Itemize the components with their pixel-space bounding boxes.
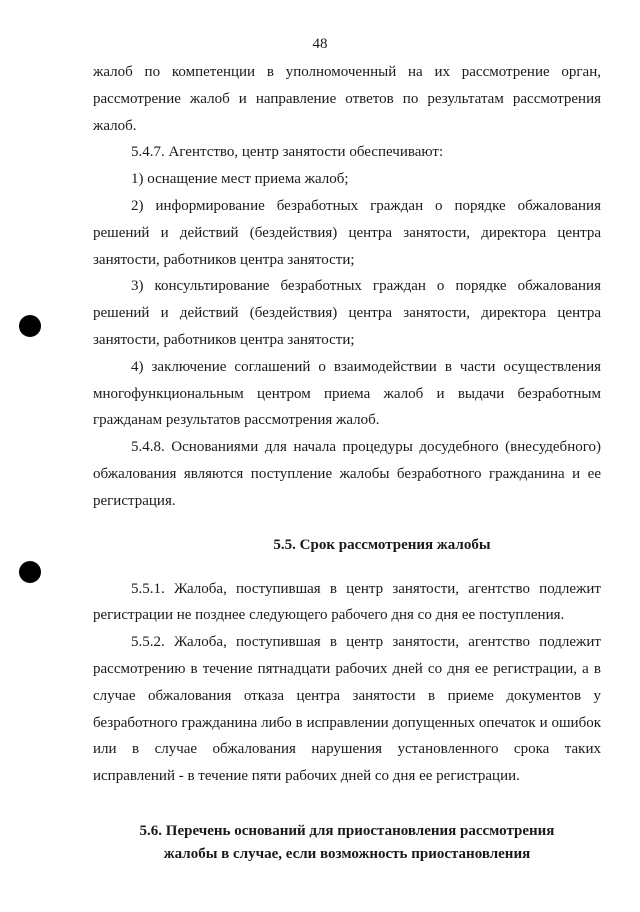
section-heading-5-6-line-2: жалобы в случае, если возможность приостановления <box>163 845 531 862</box>
paragraph-5-5-1: 5.5.1. Жалоба, поступившая в центр занятости, агентство подлежит регистрации не позднее следующего рабочего дня со дня ее поступления. <box>93 580 601 624</box>
section-heading-5-5: 5.5. Срок рассмотрения жалобы <box>273 536 491 553</box>
list-item-3: 3) консультирование безработных граждан о порядке обжалования решений и действий (бездействия) центра занятости, директора центра занятости, работников центра занятости; <box>93 278 601 348</box>
list-item-4: 4) заключение соглашений о взаимодействии в части осуществления многофункциональным центром приема жалоб и выдачи безработным гражданам результатов рассмотрения жалоб. <box>93 358 601 429</box>
page-body <box>93 59 601 866</box>
paragraph-5-4-8: 5.4.8. Основаниями для начала процедуры досудебного (внесудебного) обжалования являются поступление жалобы безработного гражданина и ее регистрация. <box>93 439 601 509</box>
paragraph-5-4-7: 5.4.7. Агентство, центр занятости обеспечивают: <box>131 144 444 161</box>
paragraph-5-5-2: 5.5.2. Жалоба, поступившая в центр занятости, агентство подлежит рассмотрению в течение пятнадцати рабочих дней со дня ее регистрации, а в случае обжалования отказа центра занятости в приеме документов у безработного гражданина либо в исправлении допущенных опечаток и ошибок или в случае обжалования нарушения установленного срока таких исправлений - в течение пяти рабочих дней со дня ее регистрации. <box>93 634 601 785</box>
list-item-1: 1) оснащение мест приема жалоб; <box>131 171 349 188</box>
binder-hole-mark <box>19 315 41 337</box>
paragraph-continuation: жалоб по компетенции в уполномоченный на их рассмотрение орган, рассмотрение жалоб и направление ответов по результатам рассмотрения жалоб. <box>93 64 601 134</box>
section-heading-5-6-line-1: 5.6. Перечень оснований для приостановления рассмотрения <box>139 822 555 839</box>
binder-hole-mark <box>19 561 41 583</box>
page-number: 48 <box>312 36 328 52</box>
section-heading-5-6 <box>93 820 601 866</box>
list-item-2: 2) информирование безработных граждан о порядке обжалования решений и действий (бездействия) центра занятости, директора центра занятости, работников центра занятости; <box>93 197 601 268</box>
